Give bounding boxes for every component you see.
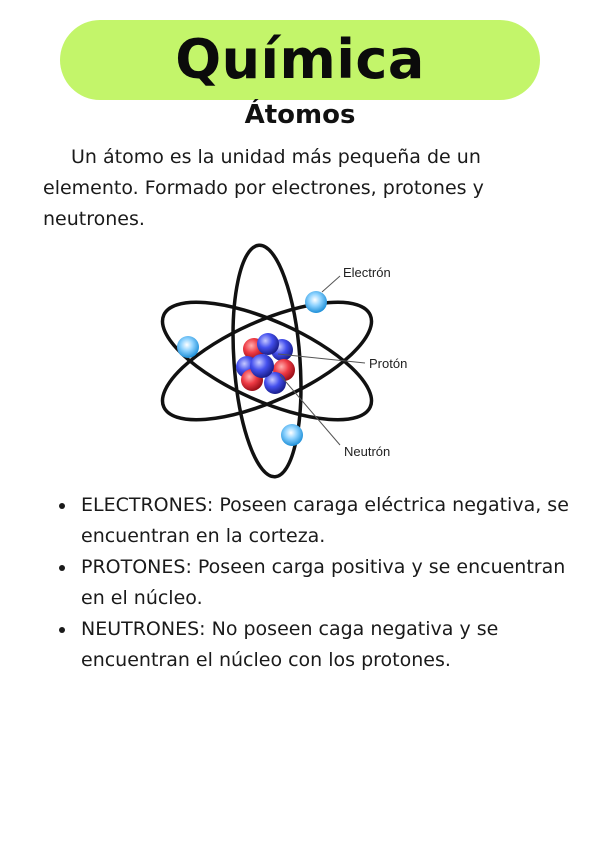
list-item [43,614,573,676]
bullet-icon [59,627,65,633]
atom-diagram-svg [150,240,450,485]
list-item-text: PROTONES: Poseen carga positiva y se encuentran en el núcleo. [81,556,566,609]
neutron-particle [257,333,279,355]
particle-list [43,490,573,676]
list-item-text: ELECTRONES: Poseen caraga eléctrica negativa, se encuentran en la corteza. [81,494,569,547]
neutron-label: Neutrón [344,444,391,459]
electron-particle [305,291,327,313]
electron-label: Electrón [343,265,391,280]
proton-label: Protón [369,356,408,371]
page-title: Química [175,28,425,91]
bullet-icon [59,503,65,509]
intro-paragraph: Un átomo es la unidad más pequeña de un elemento. Formado por electrones, protones y neutrones. [43,146,484,230]
list-item-text: NEUTRONES: No poseen caga negativa y se encuentran el núcleo con los protones. [81,618,499,671]
list-item [43,552,573,614]
electron-pointer [322,276,340,292]
neutron-particle [250,354,274,378]
section-heading: Átomos [244,100,356,130]
nucleus [236,333,295,394]
atom-diagram [150,240,450,485]
list-item [43,490,573,552]
bullet-icon [59,565,65,571]
electron-particle [177,336,199,358]
electron-particle [281,424,303,446]
title-banner [60,20,540,100]
